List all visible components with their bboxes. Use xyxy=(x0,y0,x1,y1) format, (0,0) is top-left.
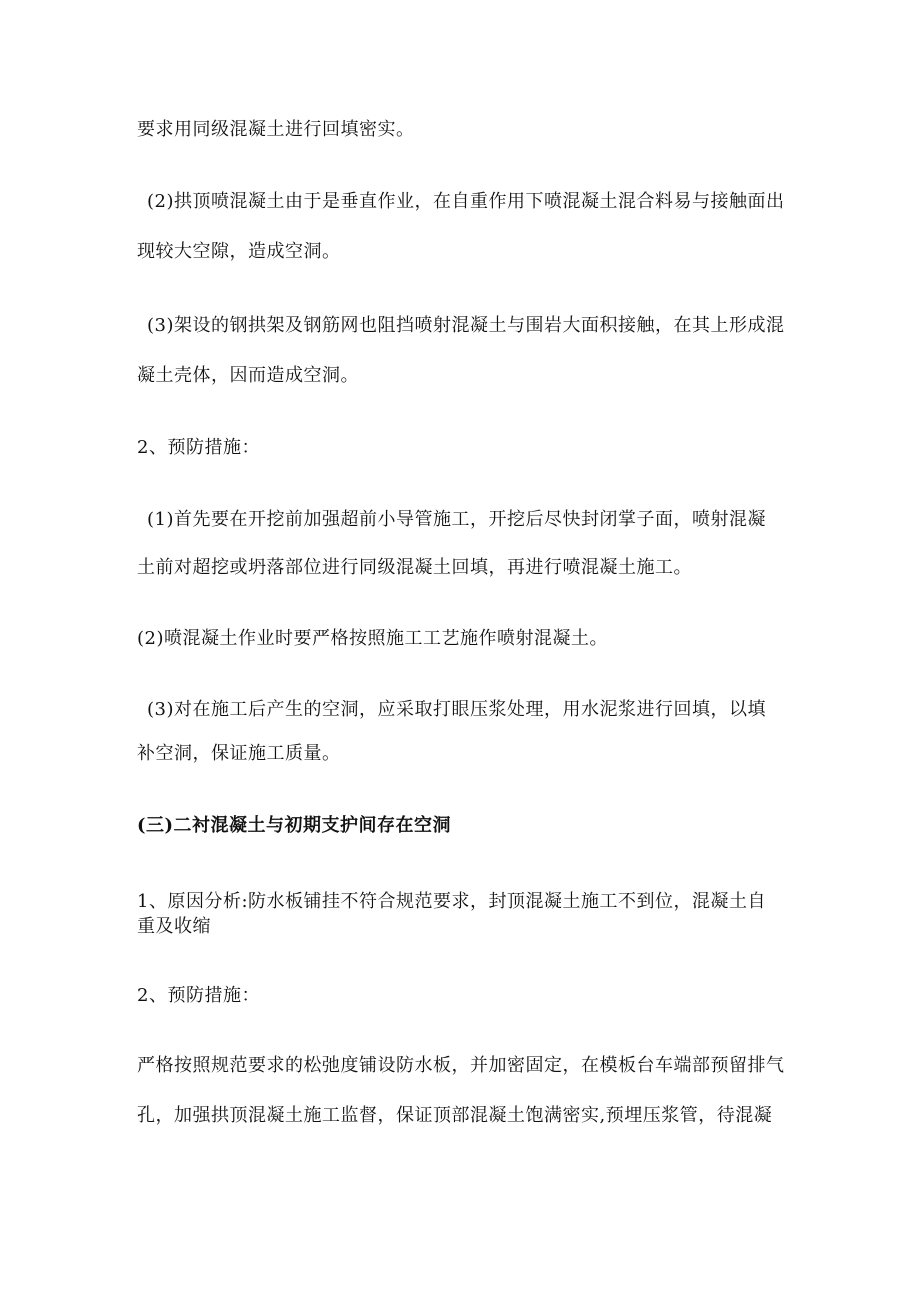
final-paragraph-line-1: 严格按照规范要求的松弛度铺设防水板，并加密固定，在模板台车端部预留排气 xyxy=(137,1055,785,1076)
text-line-continuation: 要求用同级混凝土进行回填密实。 xyxy=(137,119,415,140)
prevention-item-3-line-2: 补空洞，保证施工质量。 xyxy=(137,743,341,764)
prevention-item-3-line-1: (3)对在施工后产生的空洞，应采取打眼压浆处理，用水泥浆进行回填，以填 xyxy=(147,699,766,720)
cause-analysis-line-2: 重及收缩 xyxy=(137,916,211,937)
section-heading-prevention-2: 2、预防措施： xyxy=(137,985,260,1006)
final-paragraph-line-2: 孔，加强拱顶混凝土施工监督，保证顶部混凝土饱满密实,预埋压浆管，待混凝 xyxy=(137,1105,773,1126)
prevention-item-2: (2)喷混凝土作业时要严格按照施工工艺施作喷射混凝土。 xyxy=(137,628,608,649)
cause-analysis-line-1: 1、原因分析:防水板铺挂不符合规范要求，封顶混凝土施工不到位，混凝土自 xyxy=(137,891,767,912)
item-3-line-1: (3)架设的钢拱架及钢筋网也阻挡喷射混凝土与围岩大面积接触，在其上形成混 xyxy=(147,315,785,336)
prevention-item-1-line-2: 土前对超挖或坍落部位进行同级混凝土回填，再进行喷混凝土施工。 xyxy=(137,557,692,578)
section-heading-3: (三)二衬混凝土与初期支护间存在空洞 xyxy=(137,815,452,836)
item-3-line-2: 凝土壳体，因而造成空洞。 xyxy=(137,365,359,386)
prevention-item-1-line-1: (1)首先要在开挖前加强超前小导管施工，开挖后尽快封闭掌子面，喷射混凝 xyxy=(147,509,766,530)
item-2-line-2: 现较大空隙，造成空洞。 xyxy=(137,241,341,262)
section-heading-prevention: 2、预防措施： xyxy=(137,437,260,458)
item-2-line-1: (2)拱顶喷混凝土由于是垂直作业，在自重作用下喷混凝土混合料易与接触面出 xyxy=(147,191,785,212)
